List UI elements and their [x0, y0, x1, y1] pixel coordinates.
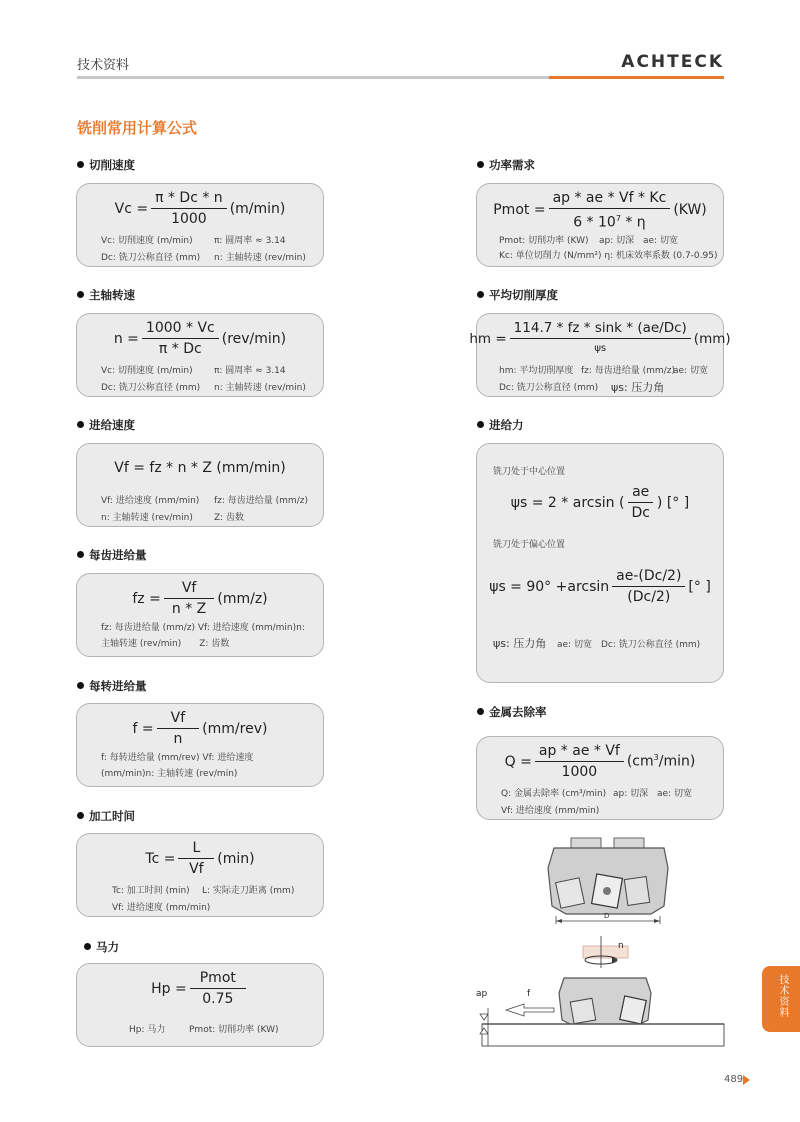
formula-box-horsepower	[76, 963, 324, 1047]
page-number: 489	[724, 1074, 744, 1085]
formula-feed-per-tooth	[77, 580, 323, 617]
heading-power: 功率需求	[477, 157, 535, 173]
legend-text: f: 每转进给量 (mm/rev) Vf: 进给速度 (mm/min)n: 主轴转速 (rev/min)	[101, 753, 254, 779]
legend-item: Vf: 进给速度 (mm/min)	[112, 903, 211, 913]
legend-item: Z: 齿数	[214, 513, 245, 523]
formula-lhs: n =	[113, 330, 139, 347]
section-tab-label: 技术资料	[777, 974, 788, 1018]
formula-lhs: Tc =	[145, 850, 176, 867]
legend-item: Vf: 进给速度 (mm/min)	[101, 496, 200, 506]
formula-lhs: Hp =	[151, 980, 187, 997]
legend-item: hm: 平均切削厚度	[499, 366, 574, 376]
legend-item: n: 主轴转速 (rev/min)	[214, 383, 306, 393]
formula-box-power	[476, 183, 724, 267]
numerator: ae-(Dc/2)	[612, 568, 685, 587]
heading-feed-per-rev: 每转进给量	[77, 678, 147, 694]
denominator: 1000	[171, 211, 207, 227]
formula-box-feed-per-tooth	[76, 573, 324, 657]
heading-removal-rate: 金属去除率	[477, 704, 547, 720]
numerator: 114.7 * fz * sink * (ae/Dc)	[510, 320, 691, 339]
formula-box-machining-time	[76, 833, 324, 917]
legend-item: fz: 每齿进给量 (mm/z)	[581, 366, 675, 376]
numerator: ap * ae * Vf * Kc	[549, 190, 671, 209]
denominator: π * Dc	[158, 341, 202, 357]
fraction	[612, 568, 685, 605]
formula-lhs: f =	[132, 720, 154, 737]
legend-item: Vf: 进给速度 (mm/min)	[501, 806, 600, 816]
formula-rhs: [° ]	[688, 578, 711, 595]
denominator-part: * η	[620, 214, 646, 231]
denominator: (Dc/2)	[627, 589, 671, 605]
numerator: ae	[628, 484, 653, 503]
formula-lhs: ψs = 90° +arcsin	[489, 578, 610, 595]
formula-unit: (KW)	[673, 202, 707, 219]
denominator	[569, 209, 650, 231]
exponent: 7	[615, 214, 621, 223]
cutter-working-view	[476, 936, 724, 1046]
unit-part: /min)	[658, 753, 696, 770]
legend-item: Vc: 切削速度 (m/min)	[101, 236, 193, 246]
formula-lhs: Pmot =	[493, 202, 546, 219]
legend-item: n: 主轴转速 (rev/min)	[214, 253, 306, 263]
heading-cutting-speed: 切削速度	[77, 157, 135, 173]
legend-item: Dc: 铣刀公称直径 (mm)	[101, 383, 201, 393]
legend-item: Dc: 铣刀公称直径 (mm)	[499, 383, 599, 393]
exponent: 3	[653, 753, 659, 763]
heading-feed-speed: 进给速度	[77, 417, 135, 433]
fraction	[157, 710, 200, 747]
heading-horsepower: 马力	[84, 939, 119, 955]
legend-item: Tc: 加工时间 (min)	[112, 886, 190, 896]
legend-item: π: 圆周率 ≈ 3.14	[214, 366, 286, 376]
fraction	[627, 484, 653, 521]
formula-lhs: fz =	[132, 590, 161, 607]
fraction	[510, 320, 691, 357]
denominator: n	[173, 731, 183, 747]
legend-item	[611, 379, 664, 395]
numerator: Vf	[164, 580, 215, 599]
fraction	[190, 970, 246, 1007]
formula-unit: (min)	[217, 850, 255, 867]
formula-machining-time	[77, 840, 323, 877]
formula-lhs: Q =	[504, 753, 532, 770]
header-divider	[77, 76, 549, 79]
legend-item: Z: 齿数	[199, 639, 230, 649]
formula-power	[477, 190, 723, 231]
legend-item: ap: 切深	[599, 236, 635, 246]
legend-item: ae: 切宽	[643, 236, 678, 246]
depth-label: ap	[476, 989, 488, 999]
legend-item: Q: 金属去除率 (cm³/min)	[501, 789, 607, 799]
formula-unit	[627, 753, 695, 770]
formula-unit: (m/min)	[229, 200, 286, 217]
diameter-label: D	[604, 912, 610, 920]
denominator: Dc	[631, 505, 650, 521]
legend-item	[493, 635, 546, 651]
numerator: Pmot	[190, 970, 246, 989]
formula-box-spindle-speed	[76, 313, 324, 397]
legend-item: Pmot: 切削功率 (KW)	[189, 1025, 279, 1035]
milling-cutter-diagram	[476, 828, 726, 1050]
formula-feed-force-offset	[477, 568, 723, 605]
legend-item: Vc: 切削速度 (m/min)	[101, 366, 193, 376]
denominator: Vf	[189, 861, 204, 877]
formula-box-avg-thickness	[469, 313, 731, 397]
formula-box-cutting-speed	[76, 183, 324, 267]
header-title: 技术资料	[77, 58, 130, 73]
legend-item: ae: 切宽	[673, 366, 708, 376]
denominator: n * Z	[171, 601, 207, 617]
legend-item: Dc: 铣刀公称直径 (mm)	[101, 253, 201, 263]
denominator: ψs	[594, 343, 607, 354]
formula-box-feed-force	[476, 443, 724, 683]
legend-item: fz: 每齿进给量 (mm/z) Vf: 进给速度 (mm/min)n: 主轴转速 (rev/min)	[101, 623, 305, 649]
formula-rhs: ) [° ]	[656, 494, 690, 511]
denominator: 0.75	[202, 991, 234, 1007]
cutter-side-view	[548, 838, 668, 924]
legend-item: ae: 切宽	[657, 789, 692, 799]
formula-removal-rate	[477, 743, 723, 780]
numerator: ap * ae * Vf	[535, 743, 624, 762]
formula-feed-force-center	[477, 484, 723, 521]
legend-item: ap: 切深	[613, 789, 649, 799]
denominator: 1000	[561, 764, 598, 780]
legend-text	[101, 620, 306, 652]
fraction	[178, 840, 214, 877]
fraction	[151, 190, 227, 227]
section-tab[interactable]	[762, 966, 800, 1032]
legend-item: Kc: 单位切削力 (N/mm²) η: 机床效率系数 (0.7-0.95)	[499, 251, 718, 261]
denominator-part: 6 * 10	[573, 214, 616, 231]
fraction	[535, 743, 624, 780]
legend-item: L: 实际走刀距离 (mm)	[202, 886, 295, 896]
legend-item-pressure-angle: ψs: 压力角	[611, 381, 665, 394]
formula-lhs: ψs = 2 * arcsin (	[510, 494, 625, 511]
page-title: 铣削常用计算公式	[77, 119, 198, 137]
rotation-label: n	[618, 941, 624, 951]
formula-feed-speed: Vf = fz * n * Z (mm/min)	[114, 460, 286, 476]
numerator: π * Dc * n	[151, 190, 227, 209]
case-label-center: 铣刀处于中心位置	[493, 467, 566, 477]
heading-spindle-speed: 主轴转速	[77, 287, 135, 303]
fraction	[549, 190, 671, 231]
formula-feed-per-rev	[77, 710, 323, 747]
heading-feed-per-tooth: 每齿进给量	[77, 547, 147, 563]
formula-unit: (mm)	[693, 330, 731, 347]
case-label-offset: 铣刀处于偏心位置	[493, 540, 566, 550]
legend-item: n: 主轴转速 (rev/min)	[101, 513, 193, 523]
fraction	[164, 580, 215, 617]
heading-feed-force: 进给力	[477, 417, 524, 433]
formula-box-feed-speed	[76, 443, 324, 527]
brand-logo: ACHTECK	[621, 52, 724, 72]
formula-lhs: Vc =	[114, 200, 149, 217]
formula-lhs: hm =	[469, 330, 507, 347]
legend-item: Pmot: 切削功率 (KW)	[499, 236, 589, 246]
legend-item: π: 圆周率 ≈ 3.14	[214, 236, 286, 246]
numerator: Vf	[157, 710, 200, 729]
next-page-arrow-icon	[743, 1075, 750, 1085]
unit-part: (cm	[626, 753, 654, 770]
fraction	[142, 320, 219, 357]
legend-item: ae: 切宽	[557, 640, 592, 650]
formula-unit: (mm/z)	[217, 590, 268, 607]
numerator: 1000 * Vc	[142, 320, 219, 339]
formula-box-feed-per-rev	[76, 703, 324, 787]
heading-machining-time: 加工时间	[77, 808, 135, 824]
formula-unit: (rev/min)	[221, 330, 287, 347]
heading-avg-thickness: 平均切削厚度	[477, 287, 558, 303]
formula-cutting-speed	[77, 190, 323, 227]
formula-avg-thickness	[469, 320, 731, 357]
formula-spindle-speed	[77, 320, 323, 357]
legend-item: Hp: 马力	[129, 1025, 166, 1035]
formula-horsepower	[77, 970, 323, 1007]
formula-unit: (mm/rev)	[202, 720, 268, 737]
numerator: L	[178, 840, 214, 859]
formula-box-removal-rate	[476, 736, 724, 820]
feed-label: f	[527, 989, 531, 999]
legend-item: fz: 每齿进给量 (mm/z)	[214, 496, 308, 506]
header-divider-accent	[549, 76, 724, 79]
legend-item-pressure-angle: ψs: 压力角	[493, 637, 547, 650]
legend-item: Dc: 铣刀公称直径 (mm)	[601, 640, 701, 650]
